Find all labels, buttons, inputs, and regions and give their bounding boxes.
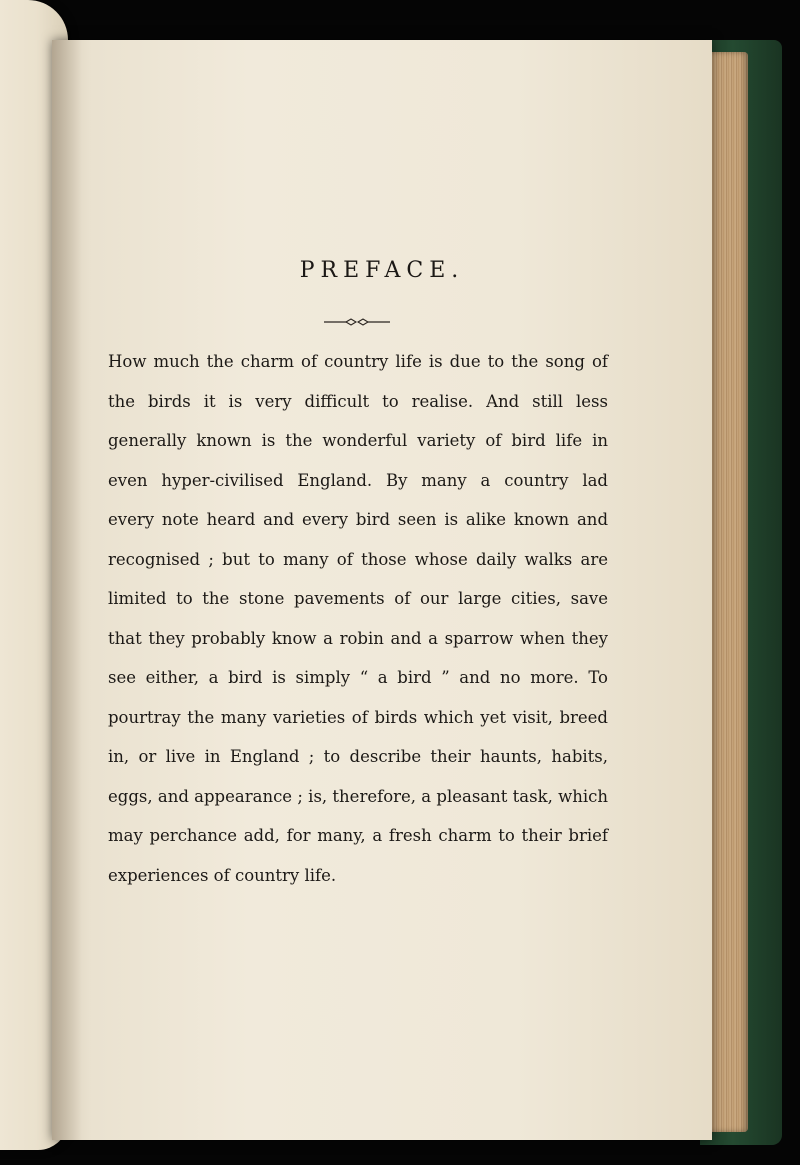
text-line: in, or live in England ; to describe their haunts, habits, [108,747,608,766]
text-line: the birds it is very difficult to realise. And still less [108,391,608,411]
text-line: see either, a bird is simply “ a bird ” and no more. To [108,668,608,687]
text-line: eggs, and appearance ; is, therefore, a pleasant task, which [108,786,608,806]
text-line: recognised ; but to many of those whose daily walks are [108,549,608,569]
text-line: How much the charm of country life is due to the song of [108,352,608,371]
text-line: generally known is the wonderful variety of bird life in [108,431,608,450]
preface-paragraph [108,342,608,895]
ornament-divider-icon [324,316,390,328]
text-line: even hyper-civilised England. By many a country lad [108,470,608,490]
text-line: experiences of country life. [108,865,337,885]
text-line: pourtray the many varieties of birds which yet visit, breed [108,707,608,727]
gutter-shadow [52,40,82,1140]
page-heading: PREFACE. [299,258,465,283]
text-line: may perchance add, for many, a fresh charm to their brief [108,826,608,845]
book-page [52,40,712,1140]
text-line: that they probably know a robin and a sparrow when they [108,628,608,648]
text-line: limited to the stone pavements of our large cities, save [108,589,608,608]
text-line: every note heard and every bird seen is alike known and [108,510,608,529]
